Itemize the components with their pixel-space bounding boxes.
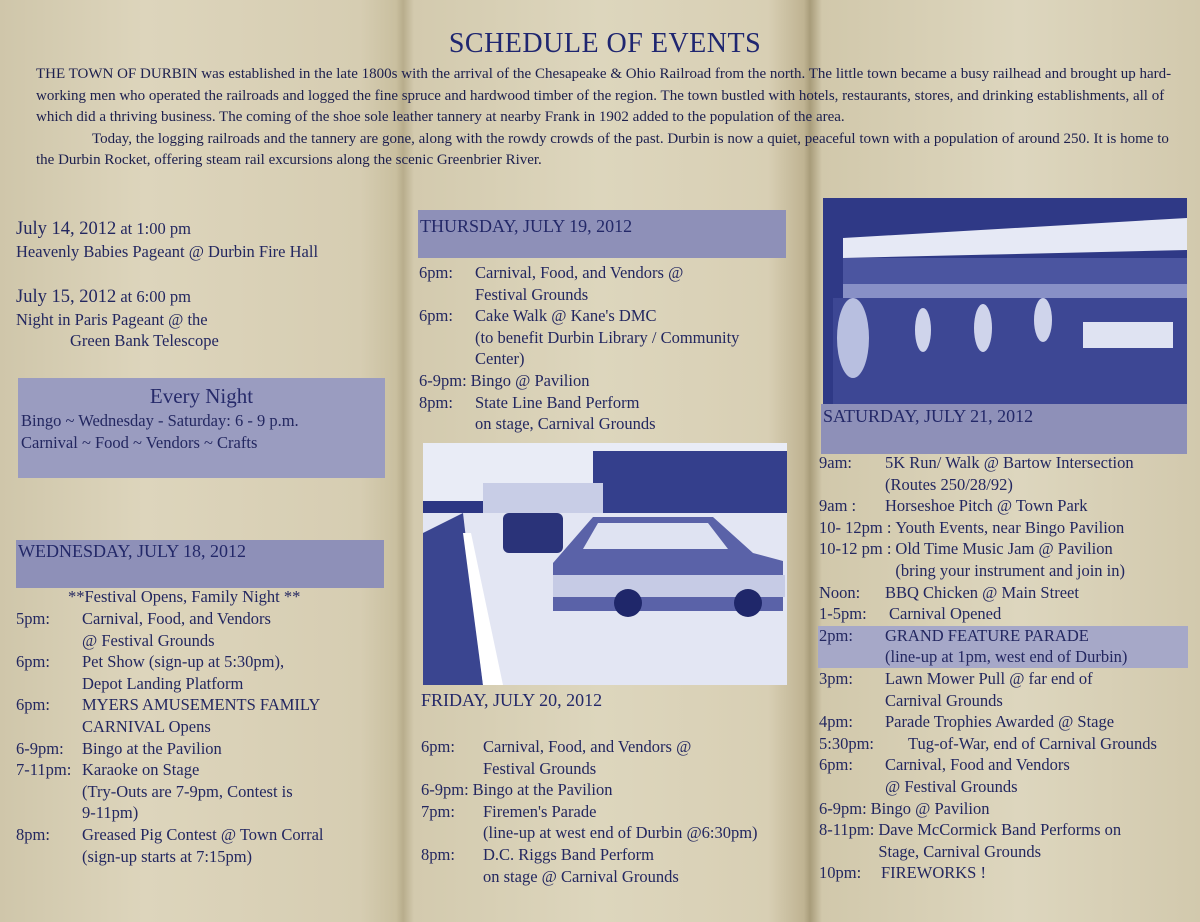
event-description: 5K Run/ Walk @ Bartow Intersection <box>885 453 1134 472</box>
page-title: SCHEDULE OF EVENTS <box>448 28 762 59</box>
event-row <box>819 603 1199 625</box>
event-description: Youth Events, near Bingo Pavilion <box>895 517 1125 537</box>
event-row <box>16 738 396 760</box>
event-row <box>419 392 799 435</box>
event-description: Depot Landing Platform <box>82 673 244 693</box>
event-row <box>16 824 396 867</box>
event-description: GRAND FEATURE PARADE <box>885 625 1089 645</box>
event-description: State Line Band Perform <box>475 392 640 412</box>
event-row <box>819 495 1199 517</box>
pageant-1 <box>16 218 386 262</box>
event-row <box>419 305 799 370</box>
event-description: Dave McCormick Band Performs on <box>878 820 1122 840</box>
pageant-date: July 14, 2012 <box>16 219 117 239</box>
event-time: 9am: <box>819 453 852 472</box>
event-description: Karaoke on Stage <box>82 760 200 780</box>
event-row <box>819 452 1199 495</box>
event-description: Bingo @ Pavilion <box>870 798 990 818</box>
event-row <box>16 759 396 824</box>
event-row <box>419 370 799 392</box>
event-time: 4pm: <box>819 712 853 732</box>
event-description: Horseshoe Pitch @ Town Park <box>885 496 1088 516</box>
every-night-heading: Every Night <box>149 384 254 408</box>
intro-text <box>36 64 1186 172</box>
event-time: 2pm: <box>819 625 853 645</box>
event-row <box>819 517 1199 539</box>
pageant-2 <box>16 286 386 352</box>
wednesday-note: **Festival Opens, Family Night ** <box>68 587 301 606</box>
pageant-time: at 6:00 pm <box>116 287 191 306</box>
saturday-events <box>819 452 1199 884</box>
event-time: Noon: <box>819 582 861 602</box>
pageant-title: Night in Paris Pageant @ the <box>16 309 208 329</box>
event-time: 3pm: <box>819 668 853 688</box>
event-time: 6pm: <box>16 652 50 672</box>
event-description: on stage @ Carnival Grounds <box>483 866 679 886</box>
event-time: 5pm: <box>16 609 50 628</box>
every-night-box <box>18 378 385 478</box>
intro-paragraph-1: THE TOWN OF DURBIN was established in the late 1800s with the arrival of the Chesapeake & Ohio Railroad from the north. The little town became a busy railhead and brought up hard-working men who operated the railroads and logged the fine spruce and hardwood timber of the region. The town bustled with hotels, restaurants, stores, and drinking establishments, all of which did a thriving business. The coming of the shoe sole leather tannery at nearby Frank in 1902 added to the population of the area. <box>36 66 1172 125</box>
event-description: (sign-up starts at 7:15pm) <box>82 846 253 866</box>
event-time: 10pm: <box>819 863 862 883</box>
event-row <box>421 801 801 844</box>
event-description: Carnival, Food, and Vendors @ <box>475 263 684 282</box>
event-description: Bingo at the Pavilion <box>82 738 222 758</box>
event-description: 9-11pm) <box>82 803 139 823</box>
event-description: D.C. Riggs Band Perform <box>483 844 654 864</box>
pageant-date: July 15, 2012 <box>16 287 117 307</box>
event-description: Carnival, Food, and Vendors @ <box>483 737 692 756</box>
event-row <box>819 668 1199 711</box>
event-time: 6pm: <box>421 737 455 756</box>
event-description: Greased Pig Contest @ Town Corral <box>82 824 324 844</box>
event-time: 6-9pm: <box>421 780 469 800</box>
parade-crowd-photo <box>823 198 1187 404</box>
friday-events <box>421 736 801 887</box>
event-description: (line-up at 1pm, west end of Durbin) <box>885 647 1128 667</box>
event-row <box>421 736 801 779</box>
event-description: @ Festival Grounds <box>885 776 1018 796</box>
event-description: @ Festival Grounds <box>82 630 215 650</box>
event-row <box>819 625 1199 668</box>
event-time: 6-9pm: <box>419 370 467 390</box>
event-description: Firemen's Parade <box>483 801 597 821</box>
event-description: Festival Grounds <box>475 284 589 304</box>
friday-header: FRIDAY, JULY 20, 2012 <box>421 690 603 710</box>
event-time: 8pm: <box>421 844 455 864</box>
event-description: (to benefit Durbin Library / Community <box>475 327 740 347</box>
event-row <box>819 798 1199 820</box>
event-description: Carnival Opened <box>889 604 1002 624</box>
event-description: MYERS AMUSEMENTS FAMILY <box>82 695 321 715</box>
event-description: Carnival Grounds <box>885 690 1003 710</box>
event-time: 8pm: <box>16 824 50 844</box>
event-description: (Try-Outs are 7-9pm, Contest is <box>82 781 293 801</box>
thursday-events <box>419 262 799 435</box>
event-description: (Routes 250/28/92) <box>885 474 1013 494</box>
event-row <box>819 819 1199 862</box>
event-description: CARNIVAL Opens <box>82 716 211 736</box>
every-night-line-1: Bingo ~ Wednesday - Saturday: 6 - 9 p.m. <box>21 411 299 430</box>
event-description: Carnival, Food and Vendors <box>885 755 1070 775</box>
event-row <box>419 262 799 305</box>
event-time: 1-5pm: <box>819 604 867 624</box>
event-row <box>819 582 1199 604</box>
event-time: 9am : <box>819 496 857 516</box>
intro-paragraph-2: Today, the logging railroads and the tannery are gone, along with the rowdy crowds of the past. Durbin is now a quiet, peaceful town with a population of around 250. It is home to the Durbin Rocket, offering steam rail excursions along the scenic Greenbrier River. <box>36 130 1169 168</box>
wednesday-events <box>16 608 396 867</box>
event-time: 10-12 pm : <box>819 539 892 559</box>
event-description: BBQ Chicken @ Main Street <box>885 582 1079 602</box>
pageant-title: Heavenly Babies Pageant @ Durbin Fire Hall <box>16 241 319 261</box>
event-time: 6pm: <box>419 263 453 282</box>
saturday-header: SATURDAY, JULY 21, 2012 <box>821 404 1187 454</box>
thursday-header: THURSDAY, JULY 19, 2012 <box>418 210 786 258</box>
event-description: Festival Grounds <box>483 758 597 778</box>
event-time: 8-11pm: <box>819 820 875 840</box>
event-row <box>819 733 1199 755</box>
event-description: Stage, Carnival Grounds <box>878 841 1041 861</box>
classic-car-photo <box>423 443 787 685</box>
event-time: 7pm: <box>421 801 455 821</box>
event-description: FIREWORKS ! <box>881 863 986 883</box>
event-row <box>819 538 1199 581</box>
event-description: Pet Show (sign-up at 5:30pm), <box>82 652 285 672</box>
event-time: 7-11pm: <box>16 760 72 780</box>
every-night-line-2: Carnival ~ Food ~ Vendors ~ Crafts <box>21 432 258 452</box>
event-description: Parade Trophies Awarded @ Stage <box>885 712 1115 732</box>
event-description: on stage, Carnival Grounds <box>475 414 656 434</box>
event-time: 10- 12pm : <box>819 517 892 537</box>
event-description: (line-up at west end of Durbin @6:30pm) <box>483 823 758 843</box>
event-description: Bingo @ Pavilion <box>470 370 590 390</box>
event-description: Bingo at the Pavilion <box>472 780 613 800</box>
event-row <box>16 694 396 737</box>
event-description: Tug-of-War, end of Carnival Grounds <box>908 733 1157 753</box>
event-row <box>421 844 801 887</box>
event-time: 6-9pm: <box>16 738 64 758</box>
event-time: 8pm: <box>419 392 453 412</box>
pageant-location: Green Bank Telescope <box>70 331 219 351</box>
event-time: 6-9pm: <box>819 798 867 818</box>
event-time: 6pm: <box>16 695 50 715</box>
pageant-time: at 1:00 pm <box>116 219 191 238</box>
event-description: Lawn Mower Pull @ far end of <box>885 668 1093 688</box>
wednesday-header: WEDNESDAY, JULY 18, 2012 <box>16 540 384 588</box>
event-description: Carnival, Food, and Vendors <box>82 609 271 628</box>
event-time: 5:30pm: <box>819 733 875 753</box>
event-time: 6pm: <box>819 755 853 775</box>
event-row <box>16 608 396 651</box>
event-row <box>421 779 801 801</box>
event-description: Center) <box>475 349 525 369</box>
event-time: 6pm: <box>419 306 453 326</box>
event-description: (bring your instrument and join in) <box>895 560 1126 580</box>
event-row <box>819 754 1199 797</box>
event-description: Old Time Music Jam @ Pavilion <box>895 539 1113 559</box>
event-description: Cake Walk @ Kane's DMC <box>475 306 657 326</box>
event-row <box>819 711 1199 733</box>
event-row <box>819 862 1199 884</box>
event-row <box>16 651 396 694</box>
